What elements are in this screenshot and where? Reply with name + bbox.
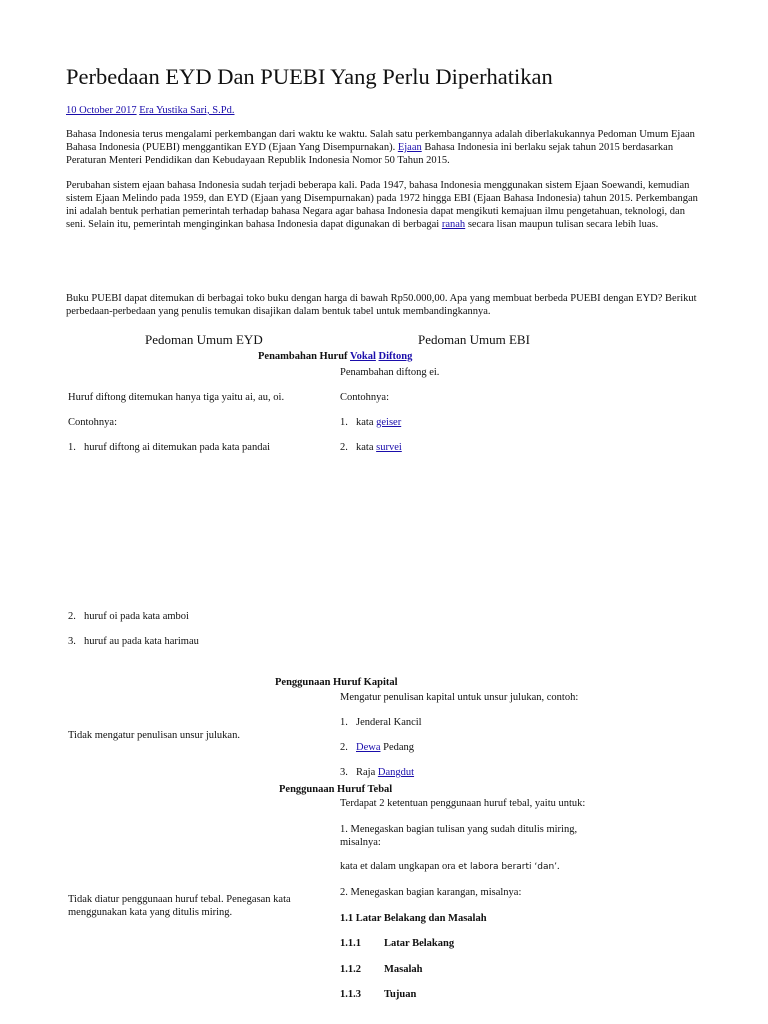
diftong-link[interactable]: Diftong [378,351,413,362]
eyd-tebal-text: Tidak diatur penggunaan huruf tebal. Penegasan kata menggunakan kata yang ditulis miring. [68,894,291,919]
list-number: 1. [340,417,348,428]
eyd-example-3 [68,635,199,648]
heading-text: Masalah [384,964,423,975]
history-text-b: secara lisan maupun tulisan secara lebih luas. [465,219,659,231]
intro-paragraph [66,128,706,167]
eyd-diftong-intro: Huruf diftong ditemukan hanya tiga yaitu ai, au, oi. [68,392,285,403]
eyd-contoh-label: Contohnya: [68,417,117,428]
heading-text: Tujuan [384,989,417,1000]
article-title: Perbedaan EYD Dan PUEBI Yang Perlu Diperhatikan [66,64,553,89]
ebi-kapital-example-2 [340,741,414,754]
example-text: huruf au pada kata harimau [84,636,199,647]
script-example: et labora berarti ‘dan’ [458,862,558,872]
date-link[interactable]: 10 October 2017 [66,105,137,116]
ebi-diftong-intro: Penambahan diftong ei. [340,367,440,378]
list-number: 1. [340,717,348,728]
heading-number: 1.1.2 [340,964,361,975]
intro-text-b: Bahasa Indonesia ini berlaku sejak tahun 2015 berdasarkan Peraturan Menteri Pendidikan dan Kebudayaan Republik Indonesia Nomor 50 Tahun 2015. [66,142,674,167]
example-text: Pedang [380,742,415,753]
list-number: 2. [68,611,76,622]
ebi-tebal-rule-1: 1. Menegaskan bagian tulisan yang sudah ditulis miring, misalnya: [340,824,578,849]
section-heading-tebal: Penggunaan Huruf Tebal [279,784,393,795]
example-suffix: . [557,861,560,872]
ebi-example-2 [340,441,402,454]
list-number: 2. [340,442,348,453]
history-paragraph [66,179,706,232]
intro-text-a: Bahasa Indonesia terus mengalami perkembangan dari waktu ke waktu. Salah satu perkembangannya adalah diberlakukannya Pedoman Umum Ejaan Bahasa Indonesia (PUEBI) menggantikan EYD (Ejaan Yang Disempurnakan). [66,129,695,154]
article-meta [66,104,234,117]
heading-example-1-1: 1.1 Latar Belakang dan Masalah [340,913,487,924]
ebi-tebal-rule-2: 2. Menegaskan bagian karangan, misalnya: [340,887,522,898]
example-prefix: kata [356,442,377,453]
eyd-example-1 [68,441,270,454]
dewa-link[interactable]: Dewa [356,742,381,753]
heading-example-1-1-3 [340,988,416,1001]
eyd-kapital-text: Tidak mengatur penulisan unsur julukan. [68,730,240,741]
survei-link[interactable]: survei [376,442,402,453]
list-number: 1. [68,442,76,453]
example-prefix: kata et dalam ungkapan ora [340,861,459,872]
puebi-paragraph: Buku PUEBI dapat ditemukan di berbagai toko buku dengan harga di bawah Rp50.000,00. Apa yang membuat berbeda PUEBI dengan EYD? Berikut perbedaan-perbedaan yang penulis temukan disajikan dalam bentuk tabel untuk membandingkannya. [66,293,697,318]
heading-example-1-1-1 [340,937,454,950]
ebi-example-1 [340,416,401,429]
ebi-contoh-label: Contohnya: [340,392,389,403]
author-link[interactable]: Era Yustika Sari, S.Pd. [139,105,235,116]
column-header-ebi: Pedoman Umum EBI [418,332,530,347]
heading-number: 1.1.3 [340,989,361,1000]
geiser-link[interactable]: geiser [376,417,402,428]
vokal-link[interactable]: Vokal [350,351,376,362]
example-prefix: Raja [356,767,378,778]
heading-text: Latar Belakang [384,938,455,949]
example-text: huruf oi pada kata amboi [84,611,189,622]
heading-number: 1.1.1 [340,938,361,949]
ebi-kapital-example-1 [340,716,422,729]
section-heading-vokal-diftong [258,350,412,363]
ejaan-link[interactable]: Ejaan [397,142,422,154]
ebi-tebal-example [340,860,560,873]
list-number: 3. [340,767,348,778]
history-text-a: Perubahan sistem ejaan bahasa Indonesia sudah terjadi beberapa kali. Pada 1947, bahasa Indonesia menggunakan sistem Ejaan Soewandi, kemudian sistem Ejaan Melindo pada 1959, dan EYD (Ejaan yang Disempurnakan) pada 1972 hingga EBI (Ejaan Bahasa Indonesia) tahun 2015. Perkembangan ini adalah bentuk perhatian pemerintah terhadap bahasa Negara agar bahasa Indonesia dapat mengikuti kemajuan ilmu pengetahuan, teknologi, dan seni. Selain itu, pemerintah menginginkan bahasa Indonesia dapat digunakan di berbagai [66,180,698,231]
ebi-tebal-intro: Terdapat 2 ketentuan penggunaan huruf tebal, yaitu untuk: [340,798,586,809]
ebi-kapital-example-3 [340,766,414,779]
dangdut-link[interactable]: Dangdut [377,767,415,778]
example-text: Jenderal Kancil [356,717,422,728]
section-heading-prefix: Penambahan Huruf [258,351,350,362]
column-header-eyd: Pedoman Umum EYD [145,332,263,347]
ebi-kapital-intro: Mengatur penulisan kapital untuk unsur julukan, contoh: [340,692,579,703]
ranah-link[interactable]: ranah [441,219,466,231]
list-number: 3. [68,636,76,647]
example-prefix: kata [356,417,377,428]
section-heading-kapital: Penggunaan Huruf Kapital [275,677,398,688]
heading-example-1-1-2 [340,963,423,976]
list-number: 2. [340,742,348,753]
example-text: huruf diftong ai ditemukan pada kata pandai [84,442,271,453]
eyd-example-2 [68,610,189,623]
